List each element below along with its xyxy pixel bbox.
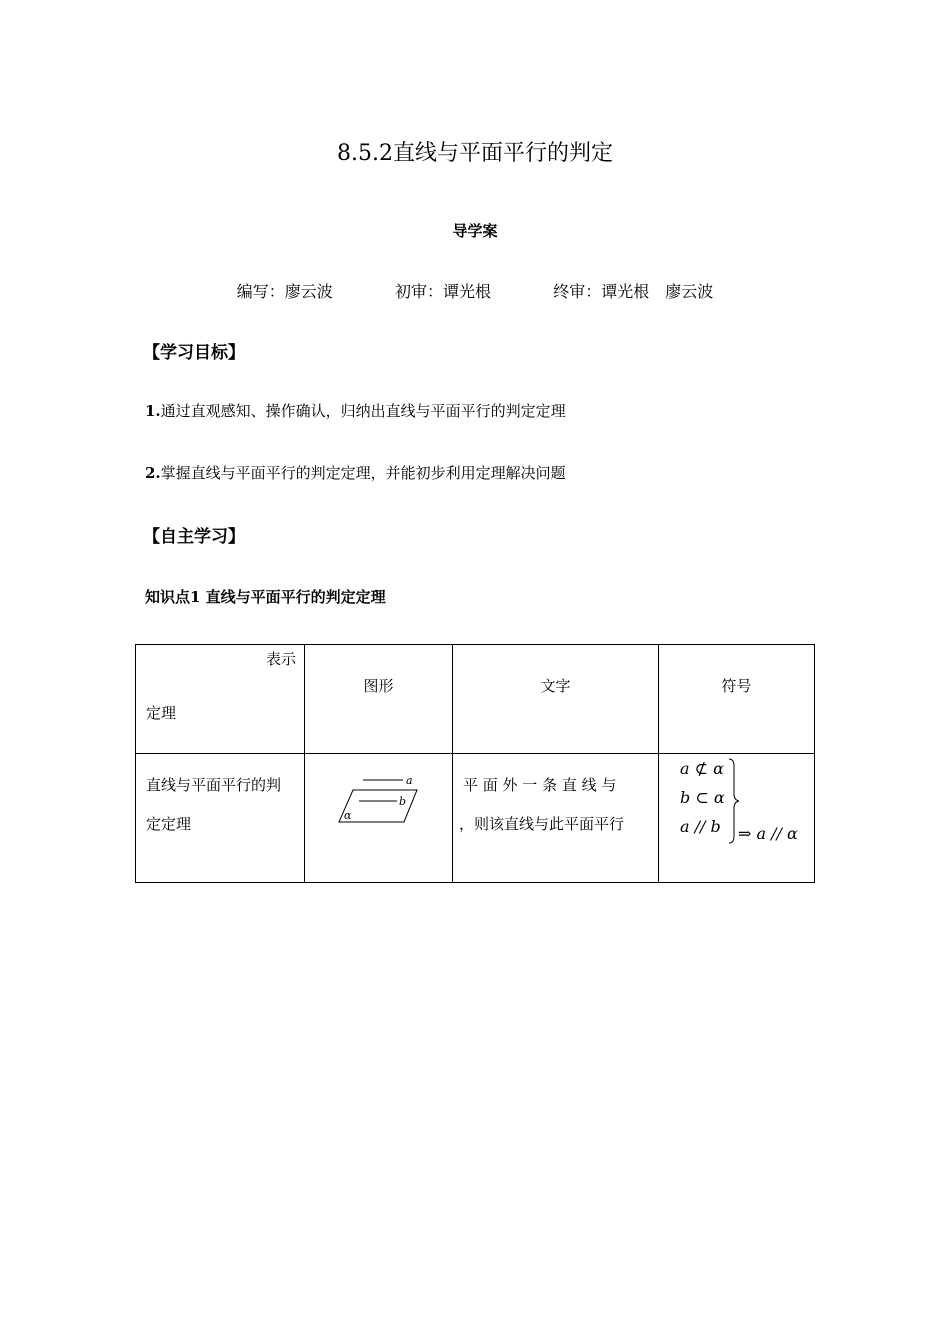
text-cell: [453, 754, 659, 883]
header-figure-label: 图形: [363, 677, 394, 695]
header-text-label: 文字: [540, 677, 571, 695]
theorem-text-line1: 平 面 外 一 条 直 线 与: [463, 776, 617, 794]
symbol-line2: b ⊂ α: [680, 788, 725, 807]
label-a: a: [406, 774, 413, 787]
knowledge-point-heading: 知识点1 直线与平面平行的判定定理: [145, 588, 386, 606]
first-reviewer-credit: 初审：谭光根: [394, 282, 491, 301]
page-title: 8.5.2直线与平面平行的判定: [337, 141, 613, 166]
author-line: [0, 279, 950, 302]
goal-item-2: [145, 462, 566, 483]
theorem-name-line2: 定定理: [146, 815, 192, 833]
header-figure: [305, 645, 453, 754]
symbol-cell: [659, 754, 815, 883]
corner-label-top: 表示: [265, 650, 296, 668]
label-alpha: α: [344, 809, 352, 822]
symbol-line1: a ⊄ α: [680, 759, 724, 778]
line-plane-parallel-figure: [305, 754, 452, 882]
final-reviewer-credit: 终审：谭光根 廖云波: [553, 282, 714, 301]
editor-credit: 编写：廖云波: [236, 282, 333, 301]
label-b: b: [399, 795, 407, 808]
header-symbol: [659, 645, 815, 754]
theorem-name-cell: [136, 754, 305, 883]
symbol-conclusion: ⇒ a // α: [738, 824, 798, 843]
goal-number: 1.: [145, 402, 161, 420]
header-text: [453, 645, 659, 754]
figure-cell: [305, 754, 453, 883]
table-header-row: [136, 645, 815, 754]
theorem-text-line2: ，则该直线与此平面平行: [459, 815, 625, 833]
goals-heading: 【学习目标】: [143, 343, 245, 363]
self-study-heading: 【自主学习】: [143, 527, 245, 547]
theorem-name-line1: 直线与平面平行的判: [146, 776, 282, 794]
corner-label-bottom: 定理: [146, 704, 177, 722]
corner-cell: [136, 645, 305, 754]
header-symbol-label: 符号: [721, 677, 752, 695]
goal-text: 通过直观感知、操作确认，归纳出直线与平面平行的判定定理: [160, 402, 566, 420]
symbol-line3: a // b: [680, 817, 721, 836]
goal-number: 2.: [145, 464, 161, 482]
page-subtitle: 导学案: [452, 222, 498, 240]
goal-item-1: [145, 400, 566, 421]
theorem-table: [135, 644, 815, 883]
table-row: [136, 754, 815, 883]
goal-text: 掌握直线与平面平行的判定定理，并能初步利用定理解决问题: [160, 464, 566, 482]
